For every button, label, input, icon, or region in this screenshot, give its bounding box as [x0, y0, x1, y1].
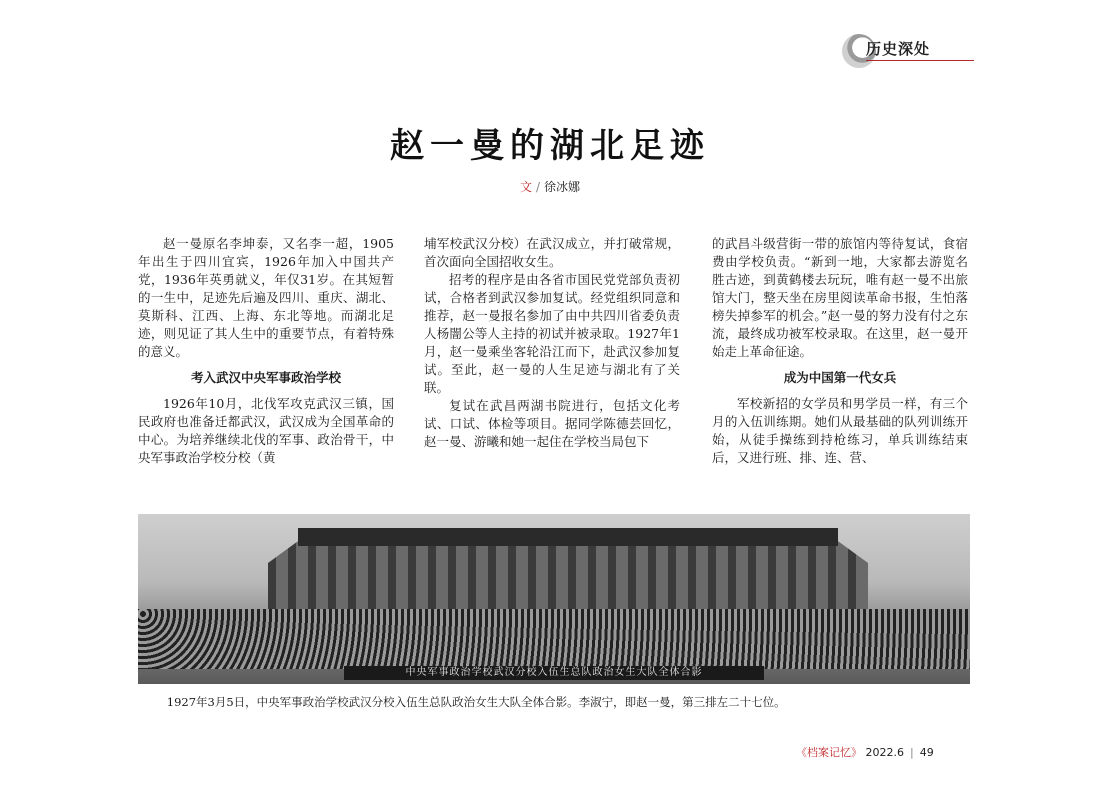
- column-1: [138, 235, 394, 467]
- page-footer: [796, 744, 934, 760]
- byline-prefix: 文: [519, 180, 532, 194]
- paragraph: 军校新招的女学员和男学员一样，有三个月的入伍训练期。她们从最基础的队列训练开始，从徒手操练到持枪练习，单兵训练结束后，又进行班、排、连、营、: [712, 396, 968, 465]
- photo-caption: 1927年3月5日，中央军事政治学校武汉分校入伍生总队政治女生大队全体合影。李淑宁，即赵一曼，第三排左二十七位。: [166, 695, 786, 709]
- section-tag-label: 历史深处: [866, 40, 931, 58]
- section-tag-rule: [866, 60, 974, 61]
- section-tag: [842, 36, 974, 64]
- subheading: 成为中国第一代女兵: [783, 370, 897, 385]
- paragraph: 1926年10月，北伐军攻克武汉三镇，国民政府也准备迁都武汉，武汉成为全国革命的中心。为培养继续北伐的军事、政治骨干，中央军事政治学校分校（黄: [138, 396, 394, 465]
- paragraph: 复试在武昌两湖书院进行，包括文化考试、口试、体检等项目。据同学陈德芸回忆，赵一曼、游曦和她一起住在学校当局包下: [424, 398, 680, 449]
- column-3: [712, 235, 968, 467]
- paragraph: 的武昌斗级营街一带的旅馆内等待复试，食宿费由学校负责。“新到一地，大家都去游览名胜古迹，到黄鹤楼去玩玩，唯有赵一曼不出旅馆大门，整天坐在房里阅读革命书报，生怕落榜失掉参军的机会。”赵一曼的努力没有付之东流，最终成功被军校录取。在这里，赵一曼开始走上革命征途。: [712, 236, 968, 359]
- column-2: [424, 235, 680, 451]
- byline-slash: /: [535, 180, 541, 194]
- paragraph: 招考的程序是由各省市国民党党部负责初试，合格者到武汉参加复试。经党组织同意和推荐，赵一曼报名参加了由中共四川省委负责人杨闇公等人主持的初试并被录取。1927年1月，赵一曼乘坐客轮沿江而下，赴武汉参加复试。至此，赵一曼的人生足迹与湖北有了关联。: [424, 272, 680, 395]
- photo-banner: 中央军事政治学校武汉分校入伍生总队政治女生大队全体合影: [344, 666, 764, 680]
- byline-author: 徐冰娜: [544, 180, 581, 194]
- footer-page-number: 49: [919, 746, 934, 759]
- paragraph: 赵一曼原名李坤泰，又名李一超，1905年出生于四川宜宾，1926年加入中国共产党，1936年英勇就义，年仅31岁。在其短暂的一生中，足迹先后遍及四川、重庆、湖北、莫斯科、江西、上海、东北等地。而湖北足迹，则见证了其人生中的重要节点，有着特殊的意义。: [138, 236, 394, 359]
- footer-magazine: 《档案记忆》: [796, 746, 862, 759]
- subheading: 考入武汉中央军事政治学校: [190, 370, 341, 385]
- byline: [0, 178, 1100, 195]
- group-photo: [138, 514, 970, 684]
- photo-crowd: [138, 609, 970, 669]
- article-title: 赵一曼的湖北足迹: [390, 126, 710, 166]
- footer-issue: 2022.6: [865, 746, 904, 759]
- paragraph: 埔军校武汉分校）在武汉成立，并打破常规，首次面向全国招收女生。: [424, 236, 680, 269]
- photo-roof: [298, 528, 838, 546]
- footer-divider: |: [910, 746, 914, 759]
